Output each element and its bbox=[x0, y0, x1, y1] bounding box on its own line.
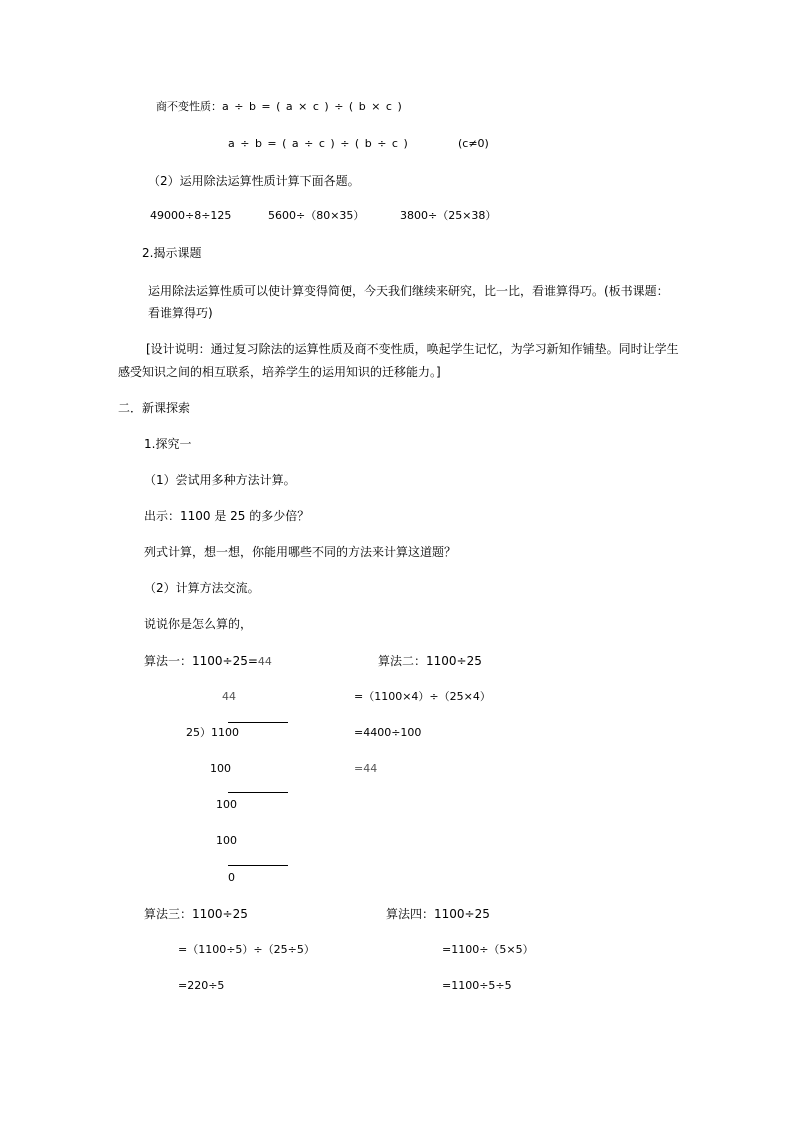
reveal-text-line-1: 运用除法运算性质可以使计算变得简便，今天我们继续来研究，比一比，看谁算得巧。(板书课题： bbox=[148, 284, 669, 298]
long-division-divisor-dividend: 25）1100 bbox=[186, 726, 239, 739]
formula-1: a ÷ b = ( a × c ) ÷ ( b × c ) bbox=[222, 100, 403, 113]
quotient-property-label: 商不变性质： bbox=[156, 100, 222, 113]
quotient-property-row bbox=[156, 100, 403, 114]
method-2-step-2: =4400÷100 bbox=[354, 726, 422, 739]
method-4-step-2: =1100÷5÷5 bbox=[442, 979, 512, 992]
problem-3: 3800÷（25×38） bbox=[400, 209, 497, 222]
method-4-step-1: =1100÷（5×5） bbox=[442, 943, 534, 956]
design-note-line-1: [设计说明：通过复习除法的运算性质及商不变性质，唤起学生记忆，为学习新知作铺垫。同时让学生 bbox=[146, 342, 679, 356]
long-division-line-2 bbox=[228, 865, 288, 866]
explore-step-1: （1）尝试用多种方法计算。 bbox=[144, 473, 296, 487]
method-1-expression: 算法一：1100÷25= bbox=[144, 654, 258, 668]
formula-condition: (c≠0) bbox=[458, 137, 489, 150]
explore-step-2: （2）计算方法交流。 bbox=[144, 581, 260, 595]
method-3-label: 算法三：1100÷25 bbox=[144, 907, 248, 921]
long-division-bar bbox=[228, 722, 288, 723]
method-2-label: 算法二：1100÷25 bbox=[378, 654, 482, 668]
long-division-remainder-1: 100 bbox=[216, 798, 237, 811]
problem-1: 49000÷8÷125 bbox=[150, 209, 232, 222]
formula-2: a ÷ b = ( a ÷ c ) ÷ ( b ÷ c ) bbox=[228, 137, 409, 150]
reveal-heading: 2.揭示课题 bbox=[142, 246, 202, 260]
new-lesson-heading: 二．新课探索 bbox=[118, 401, 191, 415]
question-text: 列式计算，想一想，你能用哪些不同的方法来计算这道题？ bbox=[144, 545, 457, 559]
long-division-line-1 bbox=[228, 792, 288, 793]
explore-1-heading: 1.探究一 bbox=[144, 437, 192, 451]
method-1-label bbox=[144, 654, 272, 669]
long-division-subtract-1: 100 bbox=[210, 762, 231, 775]
show-problem: 出示：1100 是 25 的多少倍？ bbox=[144, 509, 310, 523]
design-note-line-2: 感受知识之间的相互联系，培养学生的运用知识的迁移能力。] bbox=[118, 365, 441, 379]
review-step-2: （2）运用除法运算性质计算下面各题。 bbox=[148, 174, 360, 188]
method-2-step-3: =44 bbox=[354, 762, 378, 775]
method-3-step-2: =220÷5 bbox=[178, 979, 225, 992]
method-3-step-1: =（1100÷5）÷（25÷5） bbox=[178, 943, 315, 956]
long-division-final: 0 bbox=[228, 871, 235, 884]
reveal-text-line-2: 看谁算得巧) bbox=[148, 306, 213, 320]
problem-2: 5600÷（80×35） bbox=[268, 209, 365, 222]
method-2-step-1: =（1100×4）÷（25×4） bbox=[354, 690, 491, 703]
long-division-quotient: 44 bbox=[222, 690, 236, 703]
method-1-result: 44 bbox=[257, 655, 272, 668]
long-division-subtract-2: 100 bbox=[216, 834, 237, 847]
method-4-label: 算法四：1100÷25 bbox=[386, 907, 490, 921]
say-prompt: 说说你是怎么算的， bbox=[144, 617, 253, 631]
